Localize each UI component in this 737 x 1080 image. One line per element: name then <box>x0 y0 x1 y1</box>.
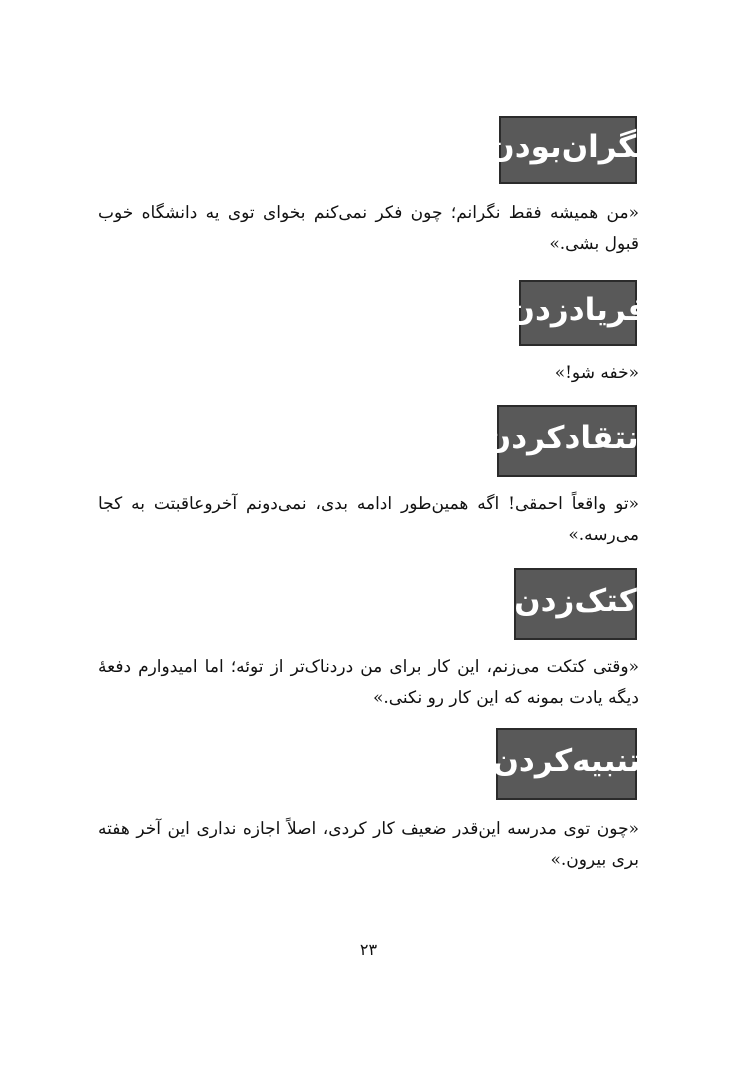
section-heading-criticizing: انتقادکردن <box>497 405 637 477</box>
section-quote-shouting: «خفه شو!» <box>554 363 639 383</box>
section-heading-punishing: تنبیه‌کردن <box>496 728 637 800</box>
section-heading-shouting: فریادزدن <box>519 280 637 346</box>
section-quote-criticizing: «تو واقعاً احمقی! اگه همین‌طور ادامه بدی، نمی‌دونم آخروعاقبتت به کجا می‌رسه.» <box>98 494 639 545</box>
section-quote-worrying: «من همیشه فقط نگرانم؛ چون فکر نمی‌کنم بخوای توی یه دانشگاه خوب قبول بشی.» <box>98 203 639 254</box>
section-quote-hitting: «وقتی کتکت می‌زنم، این کار برای من دردناک‌تر از توئه؛ اما امیدوارم دفعهٔ دیگه یادت بمونه که این کار رو نکنی.» <box>98 657 639 708</box>
page-number: ۲۳ <box>359 940 378 959</box>
section-heading-worrying: نگران‌بودن <box>499 116 637 184</box>
section-heading-hitting: کتک‌زدن <box>514 568 637 640</box>
section-quote-punishing: «چون توی مدرسه این‌قدر ضعیف کار کردی، اصلاً اجازه نداری این آخر هفته بری بیرون.» <box>98 819 639 870</box>
